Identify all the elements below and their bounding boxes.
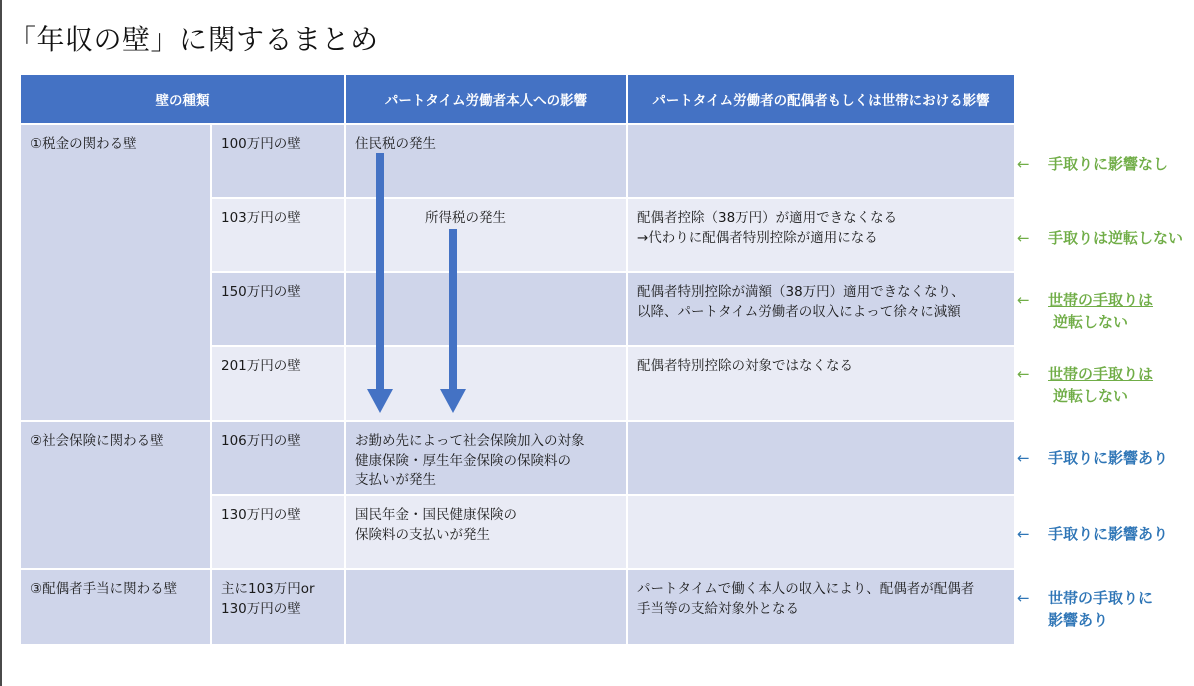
wall-103: 103万円の壁 xyxy=(212,199,344,271)
left-arrow-icon: ← xyxy=(1017,525,1030,543)
household-impact-150: 配偶者特別控除が満額（38万円）適用できなくなり、 以降、パートタイム労働者の収入によって徐々に減額 xyxy=(628,273,1014,345)
down-arrow-icon xyxy=(367,153,393,413)
left-arrow-icon: ← xyxy=(1017,155,1030,173)
annotation-no-impact: ← 手取りに影響なし xyxy=(1017,155,1169,173)
wall-summary-table xyxy=(21,75,1014,644)
header-household-impact: パートタイム労働者の配偶者もしくは世帯における影響 xyxy=(628,75,1014,123)
down-arrow-icon xyxy=(440,229,466,413)
self-impact-103: 所得税の発生 xyxy=(346,199,626,271)
household-impact-130 xyxy=(628,496,1014,568)
wall-spouse-allowance: 主に103万円or 130万円の壁 xyxy=(212,570,344,644)
household-impact-spouse-allowance: パートタイムで働く本人の収入により、配偶者が配偶者 手当等の支給対象外となる xyxy=(628,570,1014,644)
wall-100: 100万円の壁 xyxy=(212,125,344,197)
left-arrow-icon: ← xyxy=(1017,291,1030,309)
wall-130: 130万円の壁 xyxy=(212,496,344,568)
wall-106: 106万円の壁 xyxy=(212,422,344,494)
self-impact-106: お勤め先によって社会保険加入の対象 健康保険・厚生年金保険の保険料の 支払いが発生 xyxy=(346,422,626,494)
left-border xyxy=(0,0,2,686)
group-social-insurance: ②社会保険に関わる壁 xyxy=(21,422,210,568)
left-arrow-icon: ← xyxy=(1017,589,1030,607)
household-impact-103: 配偶者控除（38万円）が適用できなくなる →代わりに配偶者特別控除が適用になる xyxy=(628,199,1014,271)
self-impact-spouse-allowance xyxy=(346,570,626,644)
annotation-impact-106: ← 手取りに影響あり xyxy=(1017,449,1169,467)
self-impact-100: 住民税の発生 xyxy=(346,125,626,197)
header-self-impact: パートタイム労働者本人への影響 xyxy=(346,75,626,123)
left-arrow-icon: ← xyxy=(1017,449,1030,467)
left-arrow-icon: ← xyxy=(1017,365,1030,383)
wall-201: 201万円の壁 xyxy=(212,347,344,420)
group-tax: ①税金の関わる壁 xyxy=(21,125,210,420)
annotation-household-impact: ← 世帯の手取りに 影響あり xyxy=(1017,589,1154,629)
self-impact-130: 国民年金・国民健康保険の 保険料の支払いが発生 xyxy=(346,496,626,568)
header-wall-type: 壁の種類 xyxy=(21,75,344,123)
left-arrow-icon: ← xyxy=(1017,229,1030,247)
annotation-no-reversal: ← 手取りは逆転しない xyxy=(1017,229,1184,247)
household-impact-201: 配偶者特別控除の対象ではなくなる xyxy=(628,347,1014,420)
group-spouse-allowance: ③配偶者手当に関わる壁 xyxy=(21,570,210,644)
page-title: 「年収の壁」に関するまとめ xyxy=(8,23,379,56)
annotation-household-no-reversal-201: ← 世帯の手取りは 逆転しない xyxy=(1017,365,1154,405)
household-impact-106 xyxy=(628,422,1014,494)
annotation-household-no-reversal-150: ← 世帯の手取りは 逆転しない xyxy=(1017,291,1154,331)
household-impact-100 xyxy=(628,125,1014,197)
wall-150: 150万円の壁 xyxy=(212,273,344,345)
annotation-impact-130: ← 手取りに影響あり xyxy=(1017,525,1169,543)
